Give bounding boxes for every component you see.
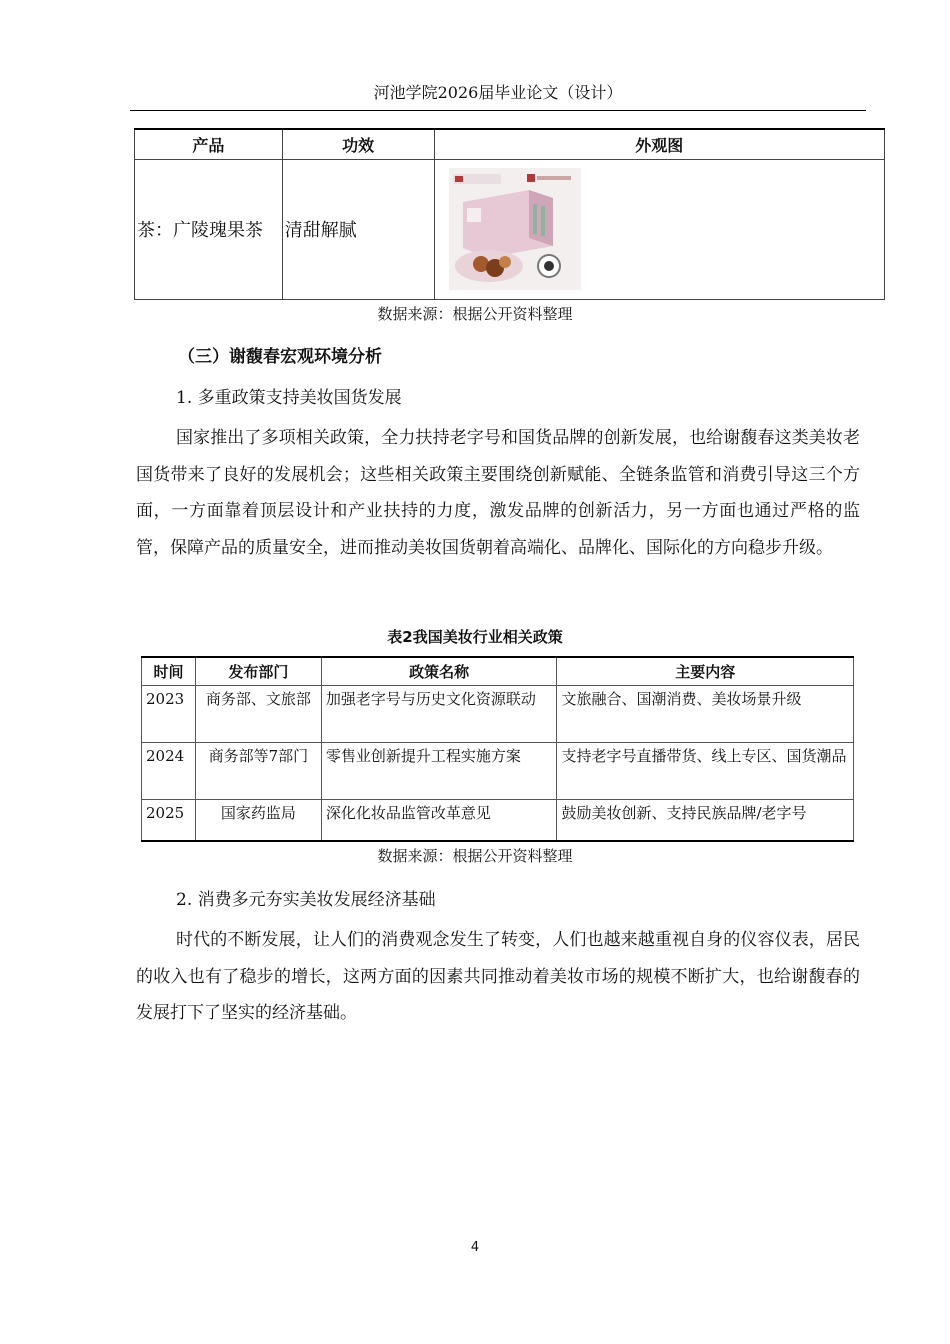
policy-table-header: 主要内容: [557, 657, 854, 685]
policy-table-header: 时间: [142, 657, 196, 685]
product-table: [134, 128, 885, 300]
policy-table-header: 政策名称: [321, 657, 557, 685]
page-header: 河池学院2026届毕业论文（设计）: [373, 83, 623, 102]
table-row: [142, 799, 854, 841]
body-paragraph: 国家推出了多项相关政策，全力扶持老字号和国货品牌的创新发展，也给谢馥春这类美妆老国货带来了良好的发展机会；这些相关政策主要围绕创新赋能、全链条监管和消费引导这三个方面，一方面靠着顶层设计和产业扶持的力度，激发品牌的创新活力，另一方面也通过严格的监管，保障产品的质量安全，进而推动美妆国货朝着高端化、品牌化、国际化的方向稳步升级。: [136, 428, 860, 558]
policy-content: 文旅融合、国潮消费、美妆场景升级: [557, 685, 854, 742]
policy-year: 2025: [142, 799, 196, 841]
product-table-header: 外观图: [434, 129, 884, 159]
page-number: 4: [470, 1240, 480, 1255]
policy-table-title: 表2我国美妆行业相关政策: [387, 628, 563, 646]
product-table-header: 产品: [135, 129, 283, 159]
policy-name: 零售业创新提升工程实施方案: [321, 742, 557, 799]
policy-year: 2024: [142, 742, 196, 799]
product-table-header: 功效: [282, 129, 434, 159]
policy-content: 鼓励美妆创新、支持民族品牌/老字号: [557, 799, 854, 841]
section-heading: （三）谢馥春宏观环境分析: [178, 347, 382, 367]
header-rule: [130, 110, 866, 111]
policy-name: 深化化妆品监管改革意见: [321, 799, 557, 841]
policy-table-source: 数据来源：根据公开资料整理: [377, 847, 573, 865]
product-photo-icon: [449, 168, 581, 290]
product-name-cell: 茶：广陵瑰果茶: [135, 159, 283, 299]
body-paragraph: 时代的不断发展，让人们的消费观念发生了转变，人们也越来越重视自身的仪容仪表，居民的收入也有了稳步的增长，这两方面的因素共同推动着美妆市场的规模不断扩大，也给谢馥春的发展打下了坚实的经济基础。: [136, 930, 860, 1023]
policy-table: [141, 656, 854, 842]
table-row: [142, 742, 854, 799]
policy-department: 商务部、文旅部: [195, 685, 321, 742]
product-effect-cell: 清甜解腻: [282, 159, 434, 299]
table-row: [142, 685, 854, 742]
policy-year: 2023: [142, 685, 196, 742]
subsection-heading: 1. 多重政策支持美妆国货发展: [176, 388, 402, 408]
product-table-source: 数据来源：根据公开资料整理: [377, 305, 573, 323]
policy-content: 支持老字号直播带货、线上专区、国货潮品: [557, 742, 854, 799]
policy-table-header: 发布部门: [195, 657, 321, 685]
product-image-cell: [434, 159, 884, 299]
subsection-heading: 2. 消费多元夯实美妆发展经济基础: [176, 890, 436, 910]
policy-name: 加强老字号与历史文化资源联动: [321, 685, 557, 742]
policy-department: 国家药监局: [195, 799, 321, 841]
policy-department: 商务部等7部门: [195, 742, 321, 799]
